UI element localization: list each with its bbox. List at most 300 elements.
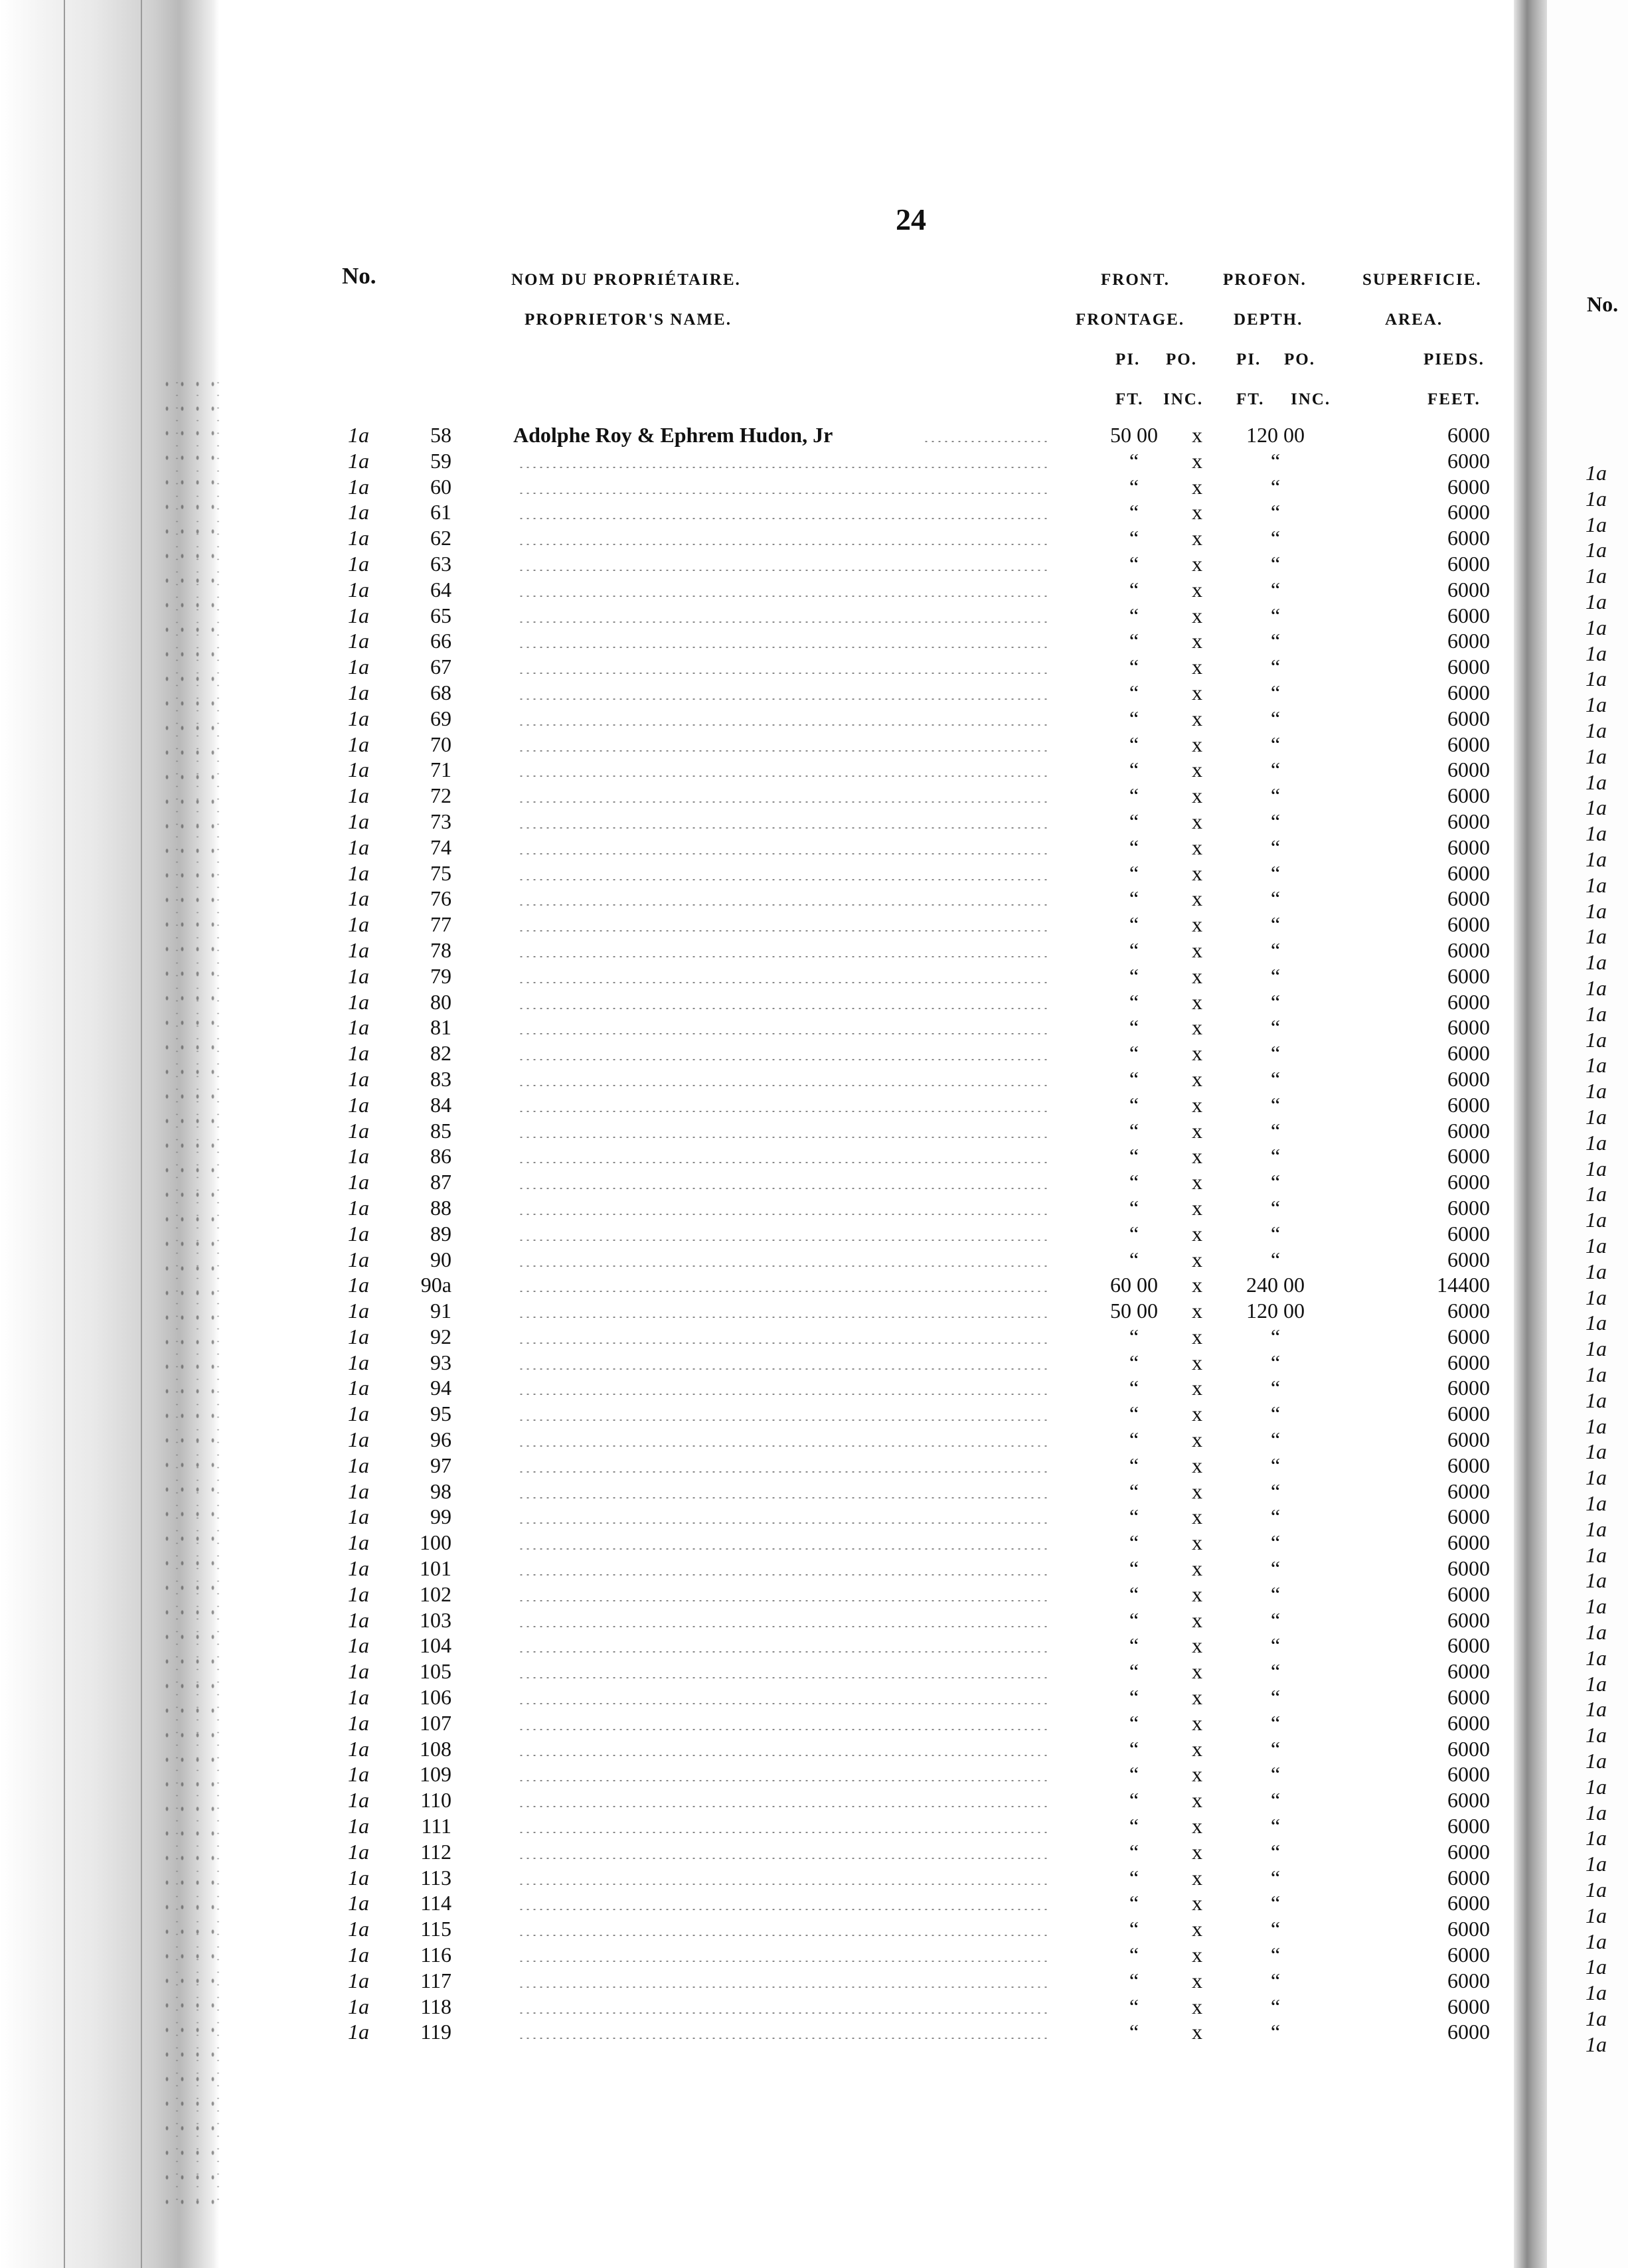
frontage-cell: “ — [1129, 783, 1139, 808]
area-cell: 6000 — [1447, 1453, 1490, 1477]
header-no: No. — [342, 263, 376, 289]
next-page-section-cell: 1a — [1586, 770, 1607, 794]
frontage-cell: “ — [1129, 1607, 1139, 1632]
lot-number-cell: 115 — [420, 1917, 451, 1941]
next-page-section-cell: 1a — [1586, 590, 1607, 613]
next-page-section-cell: 1a — [1586, 795, 1607, 820]
area-cell: 6000 — [1447, 1376, 1490, 1400]
times-cell: x — [1192, 680, 1202, 704]
next-page-section-cell: 1a — [1586, 1001, 1607, 1026]
table-row — [0, 937, 1628, 963]
area-cell: 6000 — [1447, 963, 1490, 988]
section-cell: 1a — [348, 1195, 369, 1220]
frontage-cell: “ — [1129, 1530, 1139, 1555]
times-cell: x — [1192, 1221, 1202, 1246]
section-cell: 1a — [348, 758, 369, 782]
proprietor-name-cell: Adolphe Roy & Ephrem Hudon, Jr — [513, 423, 833, 447]
frontage-cell: “ — [1129, 1402, 1139, 1426]
header-name-fr: NOM DU PROPRIÉTAIRE. — [511, 271, 741, 289]
lot-number-cell: 102 — [420, 1581, 451, 1606]
area-cell: 6000 — [1447, 886, 1490, 911]
dot-leader — [518, 1136, 1048, 1139]
lot-number-cell: 98 — [430, 1479, 451, 1503]
depth-cell: “ — [1270, 1221, 1281, 1246]
depth-cell: “ — [1270, 629, 1281, 653]
table-row — [0, 1092, 1628, 1118]
depth-cell: 120 00 — [1246, 1299, 1305, 1323]
frontage-cell: 50 00 — [1110, 1299, 1158, 1323]
times-cell: x — [1192, 937, 1202, 962]
header-area-unit-fr: PIEDS. — [1424, 351, 1485, 368]
section-cell: 1a — [348, 1376, 369, 1400]
dot-leader — [518, 1187, 1048, 1190]
section-cell: 1a — [348, 1556, 369, 1581]
dot-leader — [518, 1548, 1048, 1550]
header-front-en: FRONTAGE. — [1076, 311, 1185, 329]
table-row — [0, 422, 1628, 448]
dot-leader — [518, 1032, 1048, 1035]
frontage-cell: “ — [1129, 526, 1139, 550]
frontage-cell: “ — [1129, 2020, 1139, 2044]
section-cell: 1a — [348, 1221, 369, 1246]
section-cell: 1a — [348, 1917, 369, 1941]
table-row — [0, 860, 1628, 886]
section-cell: 1a — [348, 423, 369, 447]
section-cell: 1a — [348, 2020, 369, 2044]
section-cell: 1a — [348, 732, 369, 756]
depth-cell: “ — [1270, 1607, 1281, 1632]
section-cell: 1a — [348, 1736, 369, 1761]
area-cell: 6000 — [1447, 1659, 1490, 1684]
depth-cell: “ — [1270, 1685, 1281, 1710]
area-cell: 6000 — [1447, 706, 1490, 730]
dot-leader — [518, 646, 1048, 649]
frontage-cell: “ — [1129, 1504, 1139, 1529]
section-cell: 1a — [348, 1170, 369, 1194]
section-cell: 1a — [348, 655, 369, 679]
times-cell: x — [1192, 577, 1202, 602]
depth-cell: “ — [1270, 1943, 1281, 1967]
dot-leader — [518, 672, 1048, 675]
frontage-cell: “ — [1129, 1659, 1139, 1684]
times-cell: x — [1192, 1324, 1202, 1348]
times-cell: x — [1192, 809, 1202, 833]
area-cell: 6000 — [1447, 1247, 1490, 1271]
section-cell: 1a — [348, 1685, 369, 1710]
next-page-section-cell: 1a — [1586, 1156, 1607, 1180]
lot-number-cell: 81 — [430, 1015, 451, 1040]
depth-cell: “ — [1270, 809, 1281, 833]
section-cell: 1a — [348, 989, 369, 1014]
section-cell: 1a — [348, 1633, 369, 1658]
next-page-section-cell: 1a — [1586, 1414, 1607, 1438]
frontage-cell: “ — [1129, 1144, 1139, 1169]
lot-number-cell: 109 — [420, 1762, 451, 1787]
lot-number-cell: 107 — [420, 1710, 451, 1735]
header-front-unit2-en: INC. — [1163, 390, 1204, 408]
area-cell: 6000 — [1447, 577, 1490, 602]
next-page-section-cell: 1a — [1586, 1852, 1607, 1876]
area-cell: 6000 — [1447, 2020, 1490, 2044]
area-cell: 6000 — [1447, 1917, 1490, 1941]
next-page-section-cell: 1a — [1586, 1903, 1607, 1927]
frontage-cell: “ — [1129, 1736, 1139, 1761]
times-cell: x — [1192, 1453, 1202, 1477]
dot-leader — [518, 1805, 1048, 1808]
lots-table — [0, 422, 1628, 2045]
area-cell: 6000 — [1447, 1041, 1490, 1066]
next-page-section-cell: 1a — [1586, 1234, 1607, 1257]
frontage-cell: “ — [1129, 886, 1139, 911]
times-cell: x — [1192, 1736, 1202, 1761]
section-cell: 1a — [348, 1144, 369, 1169]
dot-leader — [518, 1599, 1048, 1602]
frontage-cell: “ — [1129, 1170, 1139, 1194]
lot-number-cell: 70 — [430, 732, 451, 756]
frontage-cell: “ — [1129, 1581, 1139, 1606]
area-cell: 6000 — [1447, 783, 1490, 808]
depth-cell: “ — [1270, 1917, 1281, 1941]
table-row — [0, 1684, 1628, 1710]
lot-number-cell: 94 — [430, 1376, 451, 1400]
table-row — [0, 1736, 1628, 1762]
next-page-section-cell: 1a — [1586, 976, 1607, 1000]
next-page-section-cell: 1a — [1586, 950, 1607, 975]
depth-cell: “ — [1270, 989, 1281, 1014]
depth-cell: “ — [1270, 1762, 1281, 1787]
page-number: 24 — [896, 202, 926, 236]
dot-leader — [518, 750, 1048, 752]
table-row — [0, 1813, 1628, 1839]
section-cell: 1a — [348, 1659, 369, 1684]
times-cell: x — [1192, 1118, 1202, 1143]
area-cell: 6000 — [1447, 1581, 1490, 1606]
header-area-fr: SUPERFICIE. — [1362, 271, 1482, 289]
depth-cell: “ — [1270, 1736, 1281, 1761]
times-cell: x — [1192, 448, 1202, 473]
frontage-cell: “ — [1129, 1479, 1139, 1503]
header-depth-unit1-fr: PI. — [1236, 351, 1262, 368]
section-cell: 1a — [348, 1891, 369, 1915]
times-cell: x — [1192, 1659, 1202, 1684]
section-cell: 1a — [348, 474, 369, 499]
dot-leader — [518, 621, 1048, 623]
next-page-section-cell: 1a — [1586, 1439, 1607, 1464]
dot-leader — [518, 1419, 1048, 1421]
table-row — [0, 1014, 1628, 1040]
dot-leader — [518, 1908, 1048, 1911]
area-cell: 6000 — [1447, 1324, 1490, 1348]
area-cell: 6000 — [1447, 629, 1490, 653]
times-cell: x — [1192, 1350, 1202, 1374]
times-cell: x — [1192, 989, 1202, 1014]
section-cell: 1a — [348, 1015, 369, 1040]
next-page-section-cell: 1a — [1586, 1826, 1607, 1850]
area-cell: 6000 — [1447, 1015, 1490, 1040]
area-cell: 6000 — [1447, 1350, 1490, 1374]
dot-leader — [518, 1702, 1048, 1705]
frontage-cell: “ — [1129, 912, 1139, 937]
depth-cell: “ — [1270, 1453, 1281, 1477]
depth-cell: “ — [1270, 860, 1281, 885]
area-cell: 6000 — [1447, 500, 1490, 525]
depth-cell: “ — [1270, 1839, 1281, 1864]
area-cell: 6000 — [1447, 835, 1490, 859]
dot-leader — [518, 1368, 1048, 1370]
lot-number-cell: 110 — [420, 1788, 451, 1813]
header-name-en: PROPRIETOR'S NAME. — [525, 311, 732, 329]
depth-cell: “ — [1270, 603, 1281, 627]
next-page-section-cell: 1a — [1586, 1542, 1607, 1567]
area-cell: 6000 — [1447, 680, 1490, 704]
lot-number-cell: 87 — [430, 1170, 451, 1194]
depth-cell: “ — [1270, 474, 1281, 499]
area-cell: 6000 — [1447, 1118, 1490, 1143]
frontage-cell: “ — [1129, 989, 1139, 1014]
lot-number-cell: 119 — [420, 2020, 451, 2044]
table-row — [0, 1427, 1628, 1453]
next-page-section-cell: 1a — [1586, 1336, 1607, 1361]
depth-cell: “ — [1270, 1633, 1281, 1658]
times-cell: x — [1192, 551, 1202, 576]
next-page-section-cell: 1a — [1586, 924, 1607, 949]
times-cell: x — [1192, 963, 1202, 988]
dot-leader — [518, 1676, 1048, 1679]
times-cell: x — [1192, 1376, 1202, 1400]
section-cell: 1a — [348, 1247, 369, 1271]
area-cell: 14400 — [1437, 1273, 1490, 1297]
depth-cell: “ — [1270, 937, 1281, 962]
frontage-cell: “ — [1129, 1556, 1139, 1581]
section-cell: 1a — [348, 1402, 369, 1426]
section-cell: 1a — [348, 1118, 369, 1143]
dot-leader — [518, 1445, 1048, 1447]
table-row — [0, 654, 1628, 680]
depth-cell: “ — [1270, 1066, 1281, 1091]
area-cell: 6000 — [1447, 1427, 1490, 1452]
dot-leader — [518, 1728, 1048, 1731]
times-cell: x — [1192, 1917, 1202, 1941]
dot-leader — [518, 1522, 1048, 1524]
header-depth-unit1-en: FT. — [1236, 390, 1265, 408]
area-cell: 6000 — [1447, 1839, 1490, 1864]
table-row — [0, 1479, 1628, 1504]
times-cell: x — [1192, 603, 1202, 627]
dot-leader — [518, 517, 1048, 520]
section-cell: 1a — [348, 500, 369, 525]
depth-cell: “ — [1270, 1402, 1281, 1426]
dot-leader — [518, 492, 1048, 495]
lot-number-cell: 78 — [430, 937, 451, 962]
lot-number-cell: 66 — [430, 629, 451, 653]
times-cell: x — [1192, 1814, 1202, 1838]
depth-cell: “ — [1270, 1530, 1281, 1555]
lot-number-cell: 112 — [420, 1839, 451, 1864]
lot-number-cell: 74 — [430, 835, 451, 859]
table-row — [0, 499, 1628, 525]
area-cell: 6000 — [1447, 1556, 1490, 1581]
next-page-section-cell: 1a — [1586, 667, 1607, 691]
header-area-unit-en: FEET. — [1427, 390, 1481, 408]
lot-number-cell: 118 — [420, 1994, 451, 2018]
table-row — [0, 886, 1628, 912]
frontage-cell: “ — [1129, 809, 1139, 833]
frontage-cell: “ — [1129, 1891, 1139, 1915]
times-cell: x — [1192, 835, 1202, 859]
dot-leader — [518, 724, 1048, 726]
table-row — [0, 963, 1628, 989]
lot-number-cell: 96 — [430, 1427, 451, 1452]
next-page-section-cell: 1a — [1586, 1285, 1607, 1309]
lot-number-cell: 79 — [430, 963, 451, 988]
section-cell: 1a — [348, 577, 369, 602]
depth-cell: “ — [1270, 1118, 1281, 1143]
lot-number-cell: 108 — [420, 1736, 451, 1761]
times-cell: x — [1192, 1710, 1202, 1735]
frontage-cell: “ — [1129, 758, 1139, 782]
depth-cell: “ — [1270, 448, 1281, 473]
lot-number-cell: 105 — [420, 1659, 451, 1684]
lot-number-cell: 95 — [430, 1402, 451, 1426]
frontage-cell: “ — [1129, 551, 1139, 576]
dot-leader — [518, 904, 1048, 906]
dot-leader — [518, 698, 1048, 700]
header-depth-en: DEPTH. — [1234, 311, 1303, 329]
frontage-cell: “ — [1129, 448, 1139, 473]
lot-number-cell: 88 — [430, 1195, 451, 1220]
depth-cell: “ — [1270, 1968, 1281, 1992]
lot-number-cell: 104 — [420, 1633, 451, 1658]
next-page-section-cell: 1a — [1586, 1645, 1607, 1670]
times-cell: x — [1192, 423, 1202, 447]
depth-cell: “ — [1270, 835, 1281, 859]
area-cell: 6000 — [1447, 1607, 1490, 1632]
next-page-section-cell: 1a — [1586, 692, 1607, 717]
lot-number-cell: 82 — [430, 1041, 451, 1066]
depth-cell: “ — [1270, 1581, 1281, 1606]
times-cell: x — [1192, 1943, 1202, 1967]
times-cell: x — [1192, 526, 1202, 550]
lot-number-cell: 67 — [430, 655, 451, 679]
next-page-section-cell: 1a — [1586, 1027, 1607, 1052]
frontage-cell: “ — [1129, 1066, 1139, 1091]
table-row — [0, 1350, 1628, 1376]
lot-number-cell: 62 — [430, 526, 451, 550]
area-cell: 6000 — [1447, 989, 1490, 1014]
frontage-cell: “ — [1129, 500, 1139, 525]
frontage-cell: “ — [1129, 577, 1139, 602]
depth-cell: “ — [1270, 1556, 1281, 1581]
section-cell: 1a — [348, 1581, 369, 1606]
table-row — [0, 1607, 1628, 1633]
frontage-cell: “ — [1129, 1968, 1139, 1992]
next-page-section-cell: 1a — [1586, 486, 1607, 511]
times-cell: x — [1192, 1015, 1202, 1040]
lot-number-cell: 77 — [430, 912, 451, 937]
dot-leader — [518, 1084, 1048, 1087]
dot-leader — [518, 2037, 1048, 2040]
dot-leader — [518, 1831, 1048, 1834]
table-row — [0, 1839, 1628, 1865]
area-cell: 6000 — [1447, 526, 1490, 550]
times-cell: x — [1192, 1427, 1202, 1452]
next-page-section-cell: 1a — [1586, 1079, 1607, 1103]
next-page-section-cell: 1a — [1586, 2032, 1607, 2056]
next-page-section-cell: 1a — [1586, 821, 1607, 846]
next-page-header-no: No. — [1587, 292, 1619, 316]
area-cell: 6000 — [1447, 448, 1490, 473]
section-cell: 1a — [348, 1453, 369, 1477]
dot-leader — [518, 1265, 1048, 1267]
table-row — [0, 1195, 1628, 1221]
section-cell: 1a — [348, 603, 369, 627]
table-row — [0, 1787, 1628, 1813]
table-row — [0, 1066, 1628, 1092]
lot-number-cell: 83 — [430, 1066, 451, 1091]
next-page-section-cell: 1a — [1586, 1800, 1607, 1824]
lot-number-cell: 76 — [430, 886, 451, 911]
depth-cell: “ — [1270, 1504, 1281, 1529]
frontage-cell: “ — [1129, 1685, 1139, 1710]
frontage-cell: “ — [1129, 1839, 1139, 1864]
next-page-section-cell: 1a — [1586, 1208, 1607, 1232]
section-cell: 1a — [348, 1427, 369, 1452]
next-page-section-cell: 1a — [1586, 1259, 1607, 1283]
depth-cell: “ — [1270, 912, 1281, 937]
section-cell: 1a — [348, 1066, 369, 1091]
depth-cell: “ — [1270, 1994, 1281, 2018]
area-cell: 6000 — [1447, 1762, 1490, 1787]
lot-number-cell: 111 — [421, 1814, 451, 1838]
depth-cell: “ — [1270, 1814, 1281, 1838]
times-cell: x — [1192, 1762, 1202, 1787]
header-depth-unit2-en: INC. — [1291, 390, 1331, 408]
next-page-section-cell: 1a — [1586, 1697, 1607, 1722]
area-cell: 6000 — [1447, 423, 1490, 447]
lot-number-cell: 93 — [430, 1350, 451, 1374]
area-cell: 6000 — [1447, 758, 1490, 782]
lot-number-cell: 69 — [430, 706, 451, 730]
frontage-cell: “ — [1129, 1994, 1139, 2018]
section-cell: 1a — [348, 680, 369, 704]
next-page-section-cell: 1a — [1586, 872, 1607, 897]
next-page-section-cell: 1a — [1586, 1929, 1607, 1953]
lot-number-cell: 71 — [430, 758, 451, 782]
frontage-cell: “ — [1129, 1943, 1139, 1967]
times-cell: x — [1192, 1633, 1202, 1658]
frontage-cell: “ — [1129, 1633, 1139, 1658]
area-cell: 6000 — [1447, 1865, 1490, 1890]
next-page-section-cell: 1a — [1586, 1130, 1607, 1155]
frontage-cell: “ — [1129, 474, 1139, 499]
section-cell: 1a — [348, 835, 369, 859]
times-cell: x — [1192, 1994, 1202, 2018]
dot-leader — [518, 878, 1048, 881]
table-row — [0, 1143, 1628, 1169]
table-row — [0, 1453, 1628, 1479]
lot-number-cell: 85 — [430, 1118, 451, 1143]
dot-leader — [518, 1290, 1048, 1293]
section-cell: 1a — [348, 937, 369, 962]
frontage-cell: “ — [1129, 1118, 1139, 1143]
frontage-cell: “ — [1129, 1221, 1139, 1246]
times-cell: x — [1192, 1865, 1202, 1890]
lot-number-cell: 61 — [430, 500, 451, 525]
frontage-cell: “ — [1129, 860, 1139, 885]
next-page-section-cell: 1a — [1586, 1362, 1607, 1386]
depth-cell: “ — [1270, 963, 1281, 988]
times-cell: x — [1192, 1530, 1202, 1555]
